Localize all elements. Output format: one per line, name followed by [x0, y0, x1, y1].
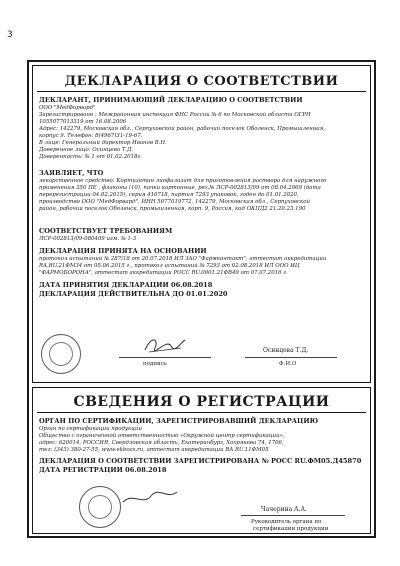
certification-stamp-inner: [88, 495, 112, 519]
registration-divider: [37, 412, 366, 413]
basis-line: RA.RU.21ФМ34 от 05.06.2015 г., протокол испытаний № 7293 от 02.08.2018 ИЛ ООО ИЦ: [39, 263, 300, 269]
applicant-line: Доверенное лицо: Осинцева Т.Д.: [39, 147, 134, 153]
declares-line: перерегистрации 04.02.2015), серия 410718, партия 7293 упаковок, годен до 01.01.2020,: [39, 192, 299, 198]
declares-line: район, рабочий поселок Оболенск, промышленная, корп. 9, Россия, код ОКПД2 21.20.23.190: [39, 206, 306, 212]
applicant-line: корпус 9. Телефон: 8(4967)31-19-67.: [39, 133, 143, 139]
applicant-line: Зарегистрировано : Межрайонная инспекция ФНС России № 6 по Московской области ОГРН: [39, 112, 311, 118]
org-heading: ОРГАН ПО СЕРТИФИКАЦИИ, ЗАРЕГИСТРИРОВАВШИЙ ДЕКЛАРАЦИЮ: [39, 417, 319, 425]
registered-line: ДЕКЛАРАЦИЯ О СООТВЕТСТВИИ ЗАРЕГИСТРИРОВАНА № РОСС RU.ФМ05.Д45870: [39, 457, 362, 465]
accept-date: ДАТА ПРИНЯТИЯ ДЕКЛАРАЦИИ 06.08.2018: [39, 281, 213, 289]
applicant-heading: ДЕКЛАРАНТ, ПРИНИМАЮЩИЙ ДЕКЛАРАЦИЮ О СООТВЕТСТВИИ: [39, 96, 303, 104]
applicant-line: Адрес: 142279, Московская обл., Серпуховской район, рабочий поселок Оболенск, Промышленная,: [39, 126, 325, 132]
declarant-stamp: [41, 334, 81, 374]
declarant-signature: [141, 334, 189, 356]
applicant-line: ООО "МедФорвард": [39, 105, 96, 111]
registration-signature: [121, 488, 181, 508]
head-caption-1: Руководитель органа по: [251, 519, 322, 525]
declarant-name: Осинцева Т.Д.: [263, 347, 309, 354]
declaration-title: ДЕКЛАРАЦИЯ О СООТВЕТСТВИИ: [64, 74, 339, 89]
applicant-line: В лице: Генеральный директор Иванов В.Н.: [39, 140, 167, 146]
head-name: Чачерина А.А.: [261, 506, 307, 513]
declarant-stamp-inner: [49, 342, 73, 366]
applicant-line: 1055077013319 от 16.08.2006: [39, 119, 127, 125]
head-line: [241, 515, 345, 516]
requirements-line: ЛСР-002813/09-080409 изм. № 1-3: [39, 236, 137, 242]
declaration-document: [27, 60, 376, 538]
basis-heading: ДЕКЛАРАЦИЯ ПРИНЯТА НА ОСНОВАНИИ: [39, 247, 207, 255]
declaration-section: [32, 65, 371, 383]
declares-line: применения 350 ПЕ , флаконы (10), пачки картонные, рег.№ ЛСР-002813/09 от 08.04.2009 (дата: [39, 185, 321, 191]
page-corner-mark: 3: [7, 30, 13, 40]
head-caption-2: сертификации продукции: [253, 526, 329, 532]
registration-title: СВЕДЕНИЯ О РЕГИСТРАЦИИ: [73, 394, 330, 410]
basis-line: "ФАРМОБОРОНА", аттестат аккредитации РОСС RU.0001.21ФВ49 от 07.07.2016 г.: [39, 270, 288, 276]
org-line: Общество с ограниченной ответственностью «Окружной центр сертификации»,: [39, 433, 285, 439]
name-line: [245, 357, 337, 358]
requirements-heading: СООТВЕТСТВУЕТ ТРЕБОВАНИЯМ: [39, 227, 173, 235]
signature-line: [119, 357, 211, 358]
certification-stamp: [79, 486, 121, 528]
title-divider: [37, 91, 366, 92]
valid-until: ДЕКЛАРАЦИЯ ДЕЙСТВИТЕЛЬНА ДО 01.01.2020: [39, 290, 228, 298]
declares-line: лекарственное средство: Кортизатин лиофилизат для приготовления раствора для наружного: [39, 178, 327, 184]
registration-section: [32, 387, 371, 534]
applicant-line: Доверенность: № 1 от 01.02.2018г.: [39, 154, 142, 160]
org-line: адрес: 620014, РОССИЯ, Свердловская область, Екатеринбург, Хохрякова 74, 1706,: [39, 440, 284, 446]
registration-date: ДАТА РЕГИСТРАЦИИ 06.08.2018: [39, 466, 167, 474]
org-line: Орган по сертификации продукции: [39, 426, 142, 432]
name-caption: Ф.И.О: [279, 361, 297, 367]
declares-heading: ЗАЯВЛЯЕТ, ЧТО: [39, 169, 104, 177]
declares-line: производство ООО "МедФорвард", ИНН 5077019772, 142279, Московская обл., Серпуховской: [39, 199, 310, 205]
org-line: тел: (343) 380-27-55, www.ekbocs.ru, аттестат аккредитации RA.RU.11ФМ05: [39, 447, 269, 453]
signature-caption: подпись: [143, 361, 167, 367]
basis-line: протокол испытаний № 287/18 от 20.07.2018 ИЛ ЗАО "Фармконтакт", аттестат аккредитации: [39, 256, 327, 262]
